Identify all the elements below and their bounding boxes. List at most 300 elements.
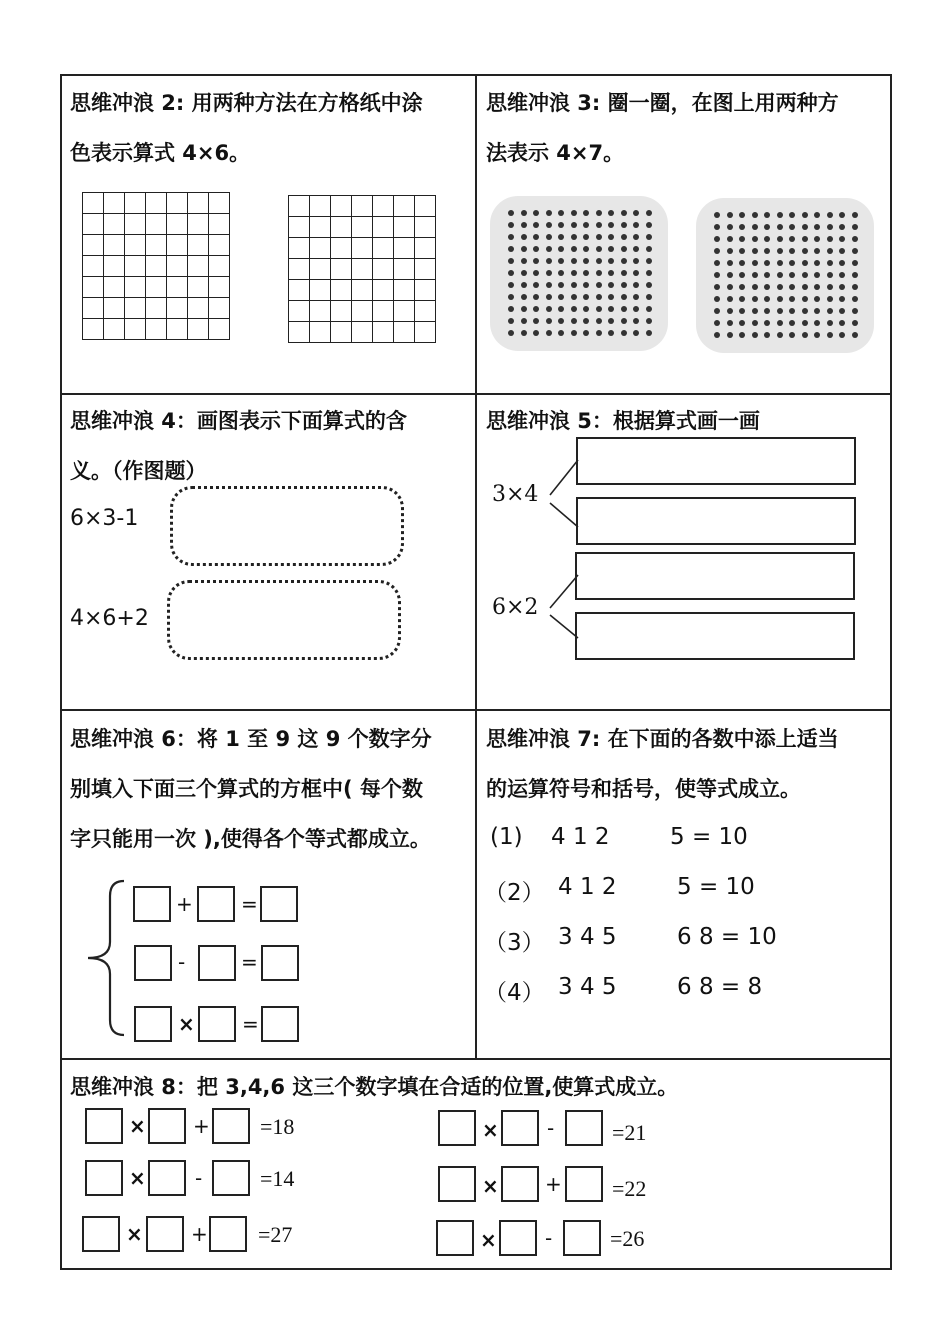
grid-cell[interactable] bbox=[188, 214, 209, 235]
grid-cell[interactable] bbox=[188, 298, 209, 319]
grid-cell[interactable] bbox=[289, 217, 310, 238]
grid-cell[interactable] bbox=[125, 298, 146, 319]
dot bbox=[571, 234, 577, 240]
grid-cell[interactable] bbox=[146, 277, 167, 298]
dot bbox=[777, 272, 783, 278]
q5-answer-box-3[interactable] bbox=[575, 552, 855, 600]
grid-cell[interactable] bbox=[209, 256, 230, 277]
grid-cell[interactable] bbox=[104, 256, 125, 277]
q8-box[interactable] bbox=[85, 1108, 123, 1144]
grid-cell[interactable] bbox=[394, 301, 415, 322]
grid-cell[interactable] bbox=[104, 193, 125, 214]
dot bbox=[583, 306, 589, 312]
q8-operator: × bbox=[480, 1228, 497, 1252]
dot bbox=[714, 284, 720, 290]
dot bbox=[814, 224, 820, 230]
dot bbox=[764, 296, 770, 302]
dot bbox=[508, 258, 514, 264]
dot bbox=[802, 236, 808, 242]
grid-cell[interactable] bbox=[373, 322, 394, 343]
grid-cell[interactable] bbox=[394, 322, 415, 343]
dot bbox=[546, 318, 552, 324]
dot bbox=[596, 294, 602, 300]
dot bbox=[814, 308, 820, 314]
dot bbox=[646, 222, 652, 228]
q6-box[interactable] bbox=[198, 945, 236, 981]
dot bbox=[633, 330, 639, 336]
dot bbox=[558, 258, 564, 264]
square-grid-1 bbox=[82, 192, 230, 340]
grid-cell[interactable] bbox=[310, 196, 331, 217]
dot bbox=[583, 294, 589, 300]
dot bbox=[752, 320, 758, 326]
q6-box[interactable] bbox=[260, 886, 298, 922]
dot bbox=[839, 296, 845, 302]
q8-box[interactable] bbox=[212, 1160, 250, 1196]
grid-cell[interactable] bbox=[83, 214, 104, 235]
dot bbox=[852, 272, 858, 278]
q3-title-line1: 思维冲浪 3: 圈一圈，在图上用两种方 bbox=[486, 91, 839, 115]
q6-box[interactable] bbox=[134, 1006, 172, 1042]
dot bbox=[777, 320, 783, 326]
dot bbox=[789, 308, 795, 314]
dot bbox=[777, 248, 783, 254]
dot bbox=[508, 222, 514, 228]
dot bbox=[621, 210, 627, 216]
dot bbox=[827, 272, 833, 278]
dot bbox=[583, 210, 589, 216]
q5-answer-box-4[interactable] bbox=[575, 612, 855, 660]
q8-box[interactable] bbox=[438, 1166, 476, 1202]
dot bbox=[852, 284, 858, 290]
dot bbox=[727, 272, 733, 278]
dot bbox=[521, 318, 527, 324]
dot bbox=[558, 246, 564, 252]
grid-cell[interactable] bbox=[289, 238, 310, 259]
q8-result: =21 bbox=[612, 1120, 647, 1145]
q6-title-line3: 字只能用一次 ),使得各个等式都成立。 bbox=[70, 827, 431, 851]
dot bbox=[533, 210, 539, 216]
grid-cell[interactable] bbox=[146, 298, 167, 319]
dot bbox=[608, 282, 614, 288]
q8-box[interactable] bbox=[148, 1160, 186, 1196]
grid-cell[interactable] bbox=[167, 256, 188, 277]
dot bbox=[814, 272, 820, 278]
grid-cell[interactable] bbox=[373, 301, 394, 322]
grid-cell[interactable] bbox=[209, 277, 230, 298]
dot bbox=[558, 306, 564, 312]
dot bbox=[714, 236, 720, 242]
dot bbox=[814, 236, 820, 242]
grid-cell[interactable] bbox=[104, 298, 125, 319]
dot bbox=[727, 332, 733, 338]
q8-box[interactable] bbox=[501, 1110, 539, 1146]
dot bbox=[596, 246, 602, 252]
dot bbox=[646, 306, 652, 312]
grid-cell[interactable] bbox=[104, 319, 125, 340]
q8-box[interactable] bbox=[565, 1110, 603, 1146]
dot bbox=[764, 260, 770, 266]
dot bbox=[714, 296, 720, 302]
dot bbox=[814, 260, 820, 266]
dot bbox=[596, 258, 602, 264]
q8-box[interactable] bbox=[565, 1166, 603, 1202]
q8-box[interactable] bbox=[499, 1220, 537, 1256]
grid-cell[interactable] bbox=[415, 238, 436, 259]
grid-cell[interactable] bbox=[415, 259, 436, 280]
q8-operator: × bbox=[482, 1174, 499, 1198]
grid-cell[interactable] bbox=[188, 193, 209, 214]
grid-cell[interactable] bbox=[310, 280, 331, 301]
q7-row-2-label: （2） bbox=[484, 880, 545, 906]
q8-box[interactable] bbox=[82, 1216, 120, 1252]
dot bbox=[789, 296, 795, 302]
dot bbox=[633, 234, 639, 240]
dot bbox=[827, 236, 833, 242]
grid-cell[interactable] bbox=[188, 277, 209, 298]
dot bbox=[764, 272, 770, 278]
grid-cell[interactable] bbox=[188, 319, 209, 340]
grid-cell[interactable] bbox=[289, 322, 310, 343]
dot bbox=[789, 332, 795, 338]
dot bbox=[646, 318, 652, 324]
dot bbox=[533, 270, 539, 276]
grid-cell[interactable] bbox=[373, 280, 394, 301]
q8-box[interactable] bbox=[85, 1160, 123, 1196]
grid-cell[interactable] bbox=[352, 238, 373, 259]
dot bbox=[521, 234, 527, 240]
dot bbox=[839, 224, 845, 230]
grid-cell[interactable] bbox=[310, 259, 331, 280]
dot bbox=[583, 318, 589, 324]
dot bbox=[533, 246, 539, 252]
dot bbox=[802, 296, 808, 302]
grid-cell[interactable] bbox=[83, 298, 104, 319]
dot bbox=[852, 320, 858, 326]
dot bbox=[621, 330, 627, 336]
q5-expression-2: 6×2 bbox=[492, 595, 539, 620]
q8-operator: × bbox=[129, 1114, 146, 1138]
grid-cell[interactable] bbox=[209, 319, 230, 340]
q8-box[interactable] bbox=[146, 1216, 184, 1252]
grid-cell[interactable] bbox=[289, 196, 310, 217]
dot bbox=[546, 282, 552, 288]
dot bbox=[533, 306, 539, 312]
dot bbox=[633, 210, 639, 216]
dot bbox=[752, 260, 758, 266]
q8-operator: - bbox=[545, 1226, 553, 1250]
grid-cell[interactable] bbox=[209, 298, 230, 319]
dot bbox=[608, 222, 614, 228]
dot bbox=[608, 294, 614, 300]
grid-cell[interactable] bbox=[331, 280, 352, 301]
dot bbox=[752, 284, 758, 290]
q3-title-line2: 法表示 4×7。 bbox=[486, 141, 625, 165]
grid-cell[interactable] bbox=[415, 322, 436, 343]
dot bbox=[508, 330, 514, 336]
q6-operator-plus: + bbox=[176, 892, 193, 916]
grid-cell[interactable] bbox=[331, 259, 352, 280]
grid-cell[interactable] bbox=[352, 196, 373, 217]
dot bbox=[533, 282, 539, 288]
dot bbox=[533, 258, 539, 264]
dot bbox=[646, 246, 652, 252]
q6-box[interactable] bbox=[134, 945, 172, 981]
grid-cell[interactable] bbox=[167, 235, 188, 256]
grid-cell[interactable] bbox=[289, 301, 310, 322]
dot bbox=[558, 210, 564, 216]
grid-cell[interactable] bbox=[209, 214, 230, 235]
grid-cell[interactable] bbox=[310, 217, 331, 238]
grid-cell[interactable] bbox=[167, 214, 188, 235]
dot bbox=[521, 222, 527, 228]
q2-title-line2: 色表示算式 4×6。 bbox=[70, 141, 251, 165]
dot bbox=[739, 236, 745, 242]
dot bbox=[852, 332, 858, 338]
grid-cell[interactable] bbox=[415, 217, 436, 238]
q6-box[interactable] bbox=[261, 1006, 299, 1042]
dot bbox=[571, 282, 577, 288]
q2-title-line1: 思维冲浪 2: 用两种方法在方格纸中涂 bbox=[70, 91, 423, 115]
grid-cell[interactable] bbox=[352, 301, 373, 322]
grid-cell[interactable] bbox=[310, 322, 331, 343]
dot bbox=[646, 294, 652, 300]
q7-row-1-numbers: 4 1 2 bbox=[551, 824, 610, 850]
grid-cell[interactable] bbox=[83, 277, 104, 298]
q8-result: =22 bbox=[612, 1176, 647, 1201]
dot bbox=[546, 210, 552, 216]
grid-cell[interactable] bbox=[394, 280, 415, 301]
grid-cell[interactable] bbox=[394, 259, 415, 280]
grid-cell[interactable] bbox=[125, 214, 146, 235]
grid-cell[interactable] bbox=[125, 277, 146, 298]
dot bbox=[764, 224, 770, 230]
grid-cell[interactable] bbox=[104, 214, 125, 235]
grid-cell[interactable] bbox=[125, 256, 146, 277]
grid-cell[interactable] bbox=[83, 235, 104, 256]
dot bbox=[583, 258, 589, 264]
q7-row-3-numbers: 3 4 5 bbox=[558, 924, 617, 950]
dot bbox=[764, 236, 770, 242]
grid-cell[interactable] bbox=[373, 217, 394, 238]
grid-cell[interactable] bbox=[188, 256, 209, 277]
grid-cell[interactable] bbox=[83, 256, 104, 277]
grid-cell[interactable] bbox=[209, 235, 230, 256]
dot bbox=[633, 222, 639, 228]
q8-operator: × bbox=[126, 1222, 143, 1246]
dot bbox=[752, 212, 758, 218]
dot bbox=[521, 306, 527, 312]
dot bbox=[621, 222, 627, 228]
grid-cell[interactable] bbox=[310, 238, 331, 259]
dot bbox=[633, 306, 639, 312]
grid-cell[interactable] bbox=[125, 193, 146, 214]
q8-result: =26 bbox=[610, 1226, 645, 1251]
grid-cell[interactable] bbox=[146, 235, 167, 256]
dot bbox=[546, 330, 552, 336]
grid-cell[interactable] bbox=[331, 217, 352, 238]
dot bbox=[789, 224, 795, 230]
grid-cell[interactable] bbox=[373, 196, 394, 217]
grid-cell[interactable] bbox=[289, 280, 310, 301]
q7-row-1-result: 5 = 10 bbox=[670, 824, 748, 850]
q8-box[interactable] bbox=[438, 1110, 476, 1146]
dot bbox=[739, 212, 745, 218]
dot bbox=[621, 246, 627, 252]
q8-box[interactable] bbox=[209, 1216, 247, 1252]
dot bbox=[571, 258, 577, 264]
dot bbox=[814, 212, 820, 218]
dot bbox=[739, 320, 745, 326]
grid-cell[interactable] bbox=[373, 259, 394, 280]
q8-box[interactable] bbox=[501, 1166, 539, 1202]
q4-drawing-box-1[interactable] bbox=[170, 486, 404, 566]
grid-cell[interactable] bbox=[415, 196, 436, 217]
q6-box[interactable] bbox=[133, 886, 171, 922]
grid-cell[interactable] bbox=[394, 217, 415, 238]
dot bbox=[739, 272, 745, 278]
q6-box[interactable] bbox=[261, 945, 299, 981]
grid-cell[interactable] bbox=[188, 235, 209, 256]
dot bbox=[802, 248, 808, 254]
dot bbox=[764, 284, 770, 290]
dot bbox=[764, 332, 770, 338]
grid-cell[interactable] bbox=[146, 193, 167, 214]
grid-cell[interactable] bbox=[352, 280, 373, 301]
grid-cell[interactable] bbox=[394, 196, 415, 217]
q6-box[interactable] bbox=[198, 1006, 236, 1042]
q8-operator: + bbox=[193, 1114, 210, 1138]
table-border-left bbox=[60, 74, 62, 1269]
grid-cell[interactable] bbox=[146, 319, 167, 340]
dot bbox=[596, 270, 602, 276]
q6-equals: = bbox=[241, 950, 258, 974]
dot bbox=[802, 332, 808, 338]
dot bbox=[508, 210, 514, 216]
grid-cell[interactable] bbox=[331, 196, 352, 217]
q8-operator: + bbox=[545, 1172, 562, 1196]
dot bbox=[583, 234, 589, 240]
q8-box[interactable] bbox=[436, 1220, 474, 1256]
dot bbox=[596, 318, 602, 324]
column-divider bbox=[475, 74, 477, 1059]
dot bbox=[583, 330, 589, 336]
dot bbox=[814, 332, 820, 338]
dot bbox=[827, 212, 833, 218]
grid-cell[interactable] bbox=[331, 238, 352, 259]
dot bbox=[546, 222, 552, 228]
q8-operator: - bbox=[547, 1116, 555, 1140]
dot bbox=[558, 282, 564, 288]
dot bbox=[596, 330, 602, 336]
dot bbox=[727, 212, 733, 218]
grid-cell[interactable] bbox=[83, 193, 104, 214]
dot bbox=[646, 210, 652, 216]
grid-cell[interactable] bbox=[373, 238, 394, 259]
grid-cell[interactable] bbox=[146, 214, 167, 235]
dot bbox=[777, 224, 783, 230]
q7-row-3-result: 6 8 = 10 bbox=[677, 924, 777, 950]
dot bbox=[752, 296, 758, 302]
dot bbox=[739, 248, 745, 254]
dot bbox=[521, 246, 527, 252]
grid-cell[interactable] bbox=[289, 259, 310, 280]
dot bbox=[714, 212, 720, 218]
dot bbox=[646, 282, 652, 288]
grid-cell[interactable] bbox=[125, 235, 146, 256]
dot bbox=[752, 248, 758, 254]
grid-cell[interactable] bbox=[331, 301, 352, 322]
grid-cell[interactable] bbox=[167, 319, 188, 340]
grid-cell[interactable] bbox=[104, 277, 125, 298]
dot bbox=[789, 260, 795, 266]
dot bbox=[852, 260, 858, 266]
dot bbox=[727, 308, 733, 314]
dot bbox=[646, 270, 652, 276]
grid-cell[interactable] bbox=[415, 280, 436, 301]
dot bbox=[508, 306, 514, 312]
q8-box[interactable] bbox=[212, 1108, 250, 1144]
grid-cell[interactable] bbox=[167, 193, 188, 214]
dot bbox=[571, 306, 577, 312]
dot bbox=[777, 332, 783, 338]
dot bbox=[814, 320, 820, 326]
grid-cell[interactable] bbox=[394, 238, 415, 259]
q5-answer-box-2[interactable] bbox=[576, 497, 856, 545]
q6-title-line1: 思维冲浪 6：将 1 至 9 这 9 个数字分 bbox=[70, 727, 432, 751]
dot bbox=[839, 212, 845, 218]
dot bbox=[621, 318, 627, 324]
q5-answer-box-1[interactable] bbox=[576, 437, 856, 485]
grid-cell[interactable] bbox=[167, 277, 188, 298]
q6-box[interactable] bbox=[197, 886, 235, 922]
grid-cell[interactable] bbox=[352, 259, 373, 280]
dot bbox=[752, 272, 758, 278]
grid-cell[interactable] bbox=[125, 319, 146, 340]
q8-box[interactable] bbox=[148, 1108, 186, 1144]
grid-cell[interactable] bbox=[415, 301, 436, 322]
dot bbox=[633, 246, 639, 252]
dot bbox=[802, 284, 808, 290]
grid-cell[interactable] bbox=[331, 322, 352, 343]
dot bbox=[533, 294, 539, 300]
grid-cell[interactable] bbox=[104, 235, 125, 256]
q4-expression-1: 6×3-1 bbox=[70, 506, 139, 531]
dot bbox=[621, 270, 627, 276]
dot bbox=[714, 332, 720, 338]
dot bbox=[714, 320, 720, 326]
dot bbox=[508, 282, 514, 288]
grid-cell[interactable] bbox=[310, 301, 331, 322]
grid-cell[interactable] bbox=[83, 319, 104, 340]
dot bbox=[802, 224, 808, 230]
q7-row-4-label: （4） bbox=[484, 980, 545, 1006]
dot bbox=[814, 296, 820, 302]
dot bbox=[802, 272, 808, 278]
grid-cell[interactable] bbox=[352, 322, 373, 343]
grid-cell[interactable] bbox=[146, 256, 167, 277]
dot bbox=[546, 246, 552, 252]
grid-cell[interactable] bbox=[167, 298, 188, 319]
dot bbox=[596, 282, 602, 288]
q4-drawing-box-2[interactable] bbox=[167, 580, 401, 660]
grid-cell[interactable] bbox=[352, 217, 373, 238]
grid-cell[interactable] bbox=[209, 193, 230, 214]
dot bbox=[789, 212, 795, 218]
q8-box[interactable] bbox=[563, 1220, 601, 1256]
dot bbox=[646, 258, 652, 264]
q7-row-4-result: 6 8 = 8 bbox=[677, 974, 763, 1000]
